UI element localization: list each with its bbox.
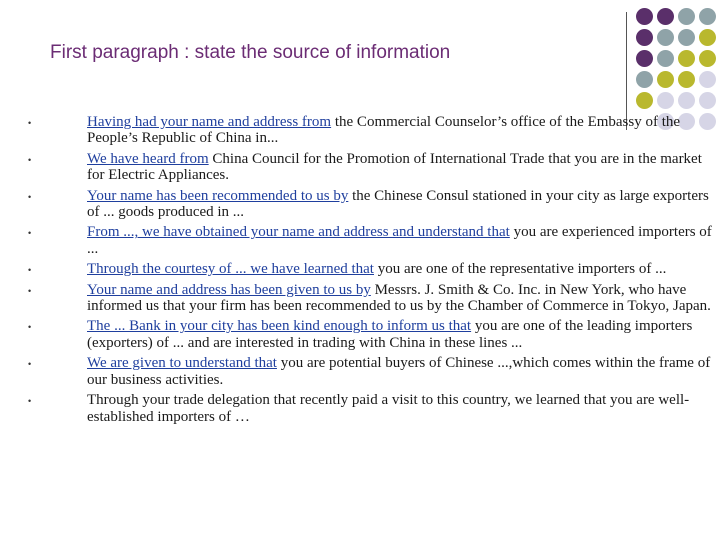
item-text: the Chinese Consul stationed in your city as large exporters of ... goods produced in ... bbox=[87, 187, 709, 221]
bullet-icon: • bbox=[28, 191, 32, 202]
decor-dot bbox=[699, 29, 716, 46]
decor-dot bbox=[699, 8, 716, 25]
decor-dot bbox=[657, 8, 674, 25]
decor-divider bbox=[626, 12, 627, 130]
list-item bbox=[28, 151, 718, 184]
bullet-icon: • bbox=[28, 322, 32, 333]
decor-dot bbox=[636, 50, 653, 67]
item-text: you are one of the representative importers of ... bbox=[373, 261, 667, 278]
decor-dot bbox=[657, 29, 674, 46]
decor-dot bbox=[678, 8, 695, 25]
item-text: Through your trade delegation that recently paid a visit to this country, we learned that you are well-established importers of … bbox=[87, 392, 690, 425]
decor-dot bbox=[636, 29, 653, 46]
list-item bbox=[28, 282, 718, 315]
list-item bbox=[28, 188, 718, 221]
bullet-icon: • bbox=[28, 265, 32, 276]
bullet-icon: • bbox=[28, 396, 32, 407]
decor-dot bbox=[657, 50, 674, 67]
decor-dot bbox=[678, 92, 695, 109]
highlighted-phrase: Your name has been recommended to us by bbox=[87, 187, 349, 204]
list-item bbox=[28, 114, 718, 147]
list-item bbox=[28, 355, 718, 388]
list-item bbox=[28, 392, 718, 425]
decor-dot bbox=[657, 71, 674, 88]
decor-dot bbox=[699, 50, 716, 67]
decor-dot bbox=[657, 92, 674, 109]
decor-dot bbox=[678, 29, 695, 46]
bullet-icon: • bbox=[28, 285, 32, 296]
highlighted-phrase: The ... Bank in your city has been kind enough to inform us that bbox=[87, 318, 472, 335]
item-text: China Council for the Promotion of International Trade that you are in the market for Electric Appliances. bbox=[87, 150, 702, 184]
highlighted-phrase: From ..., we have obtained your name and address and understand that bbox=[87, 224, 510, 241]
bullet-icon: • bbox=[28, 118, 32, 128]
highlighted-phrase: Your name and address has been given to us by bbox=[87, 281, 371, 298]
list-item bbox=[28, 224, 718, 257]
item-text: you are potential buyers of Chinese ...,which comes within the frame of our business activities. bbox=[87, 355, 711, 388]
decor-dot bbox=[699, 71, 716, 88]
item-text: Messrs. J. Smith & Co. Inc. in New York, who have informed us that your firm has been recommended to us by the Chamber of Commerce in Tokyo, Japan. bbox=[87, 281, 711, 315]
decor-dot bbox=[636, 8, 653, 25]
highlighted-phrase: We are given to understand that bbox=[87, 355, 277, 372]
highlighted-phrase: Having had your name and address from bbox=[87, 114, 332, 130]
item-text: the Commercial Counselor’s office of the Embassy of the People’s Republic of China in... bbox=[87, 114, 681, 147]
item-text: you are experienced importers of ... bbox=[87, 224, 712, 257]
highlighted-phrase: We have heard from bbox=[87, 150, 209, 167]
bullet-icon: • bbox=[28, 359, 32, 370]
list-item bbox=[28, 261, 718, 277]
decor-dot bbox=[678, 50, 695, 67]
decor-dot bbox=[678, 71, 695, 88]
slide-title: First paragraph : state the source of information bbox=[50, 42, 451, 63]
list-item bbox=[28, 318, 718, 351]
source-phrase-list bbox=[28, 114, 718, 429]
bullet-icon: • bbox=[28, 228, 32, 239]
decor-dot bbox=[636, 71, 653, 88]
bullet-icon: • bbox=[28, 154, 32, 165]
item-text: you are one of the leading importers (exporters) of ... and are interested in trading with China in these lines ... bbox=[87, 318, 693, 351]
decor-dot bbox=[699, 92, 716, 109]
decor-dot bbox=[636, 92, 653, 109]
highlighted-phrase: Through the courtesy of ... we have learned that bbox=[87, 261, 374, 278]
